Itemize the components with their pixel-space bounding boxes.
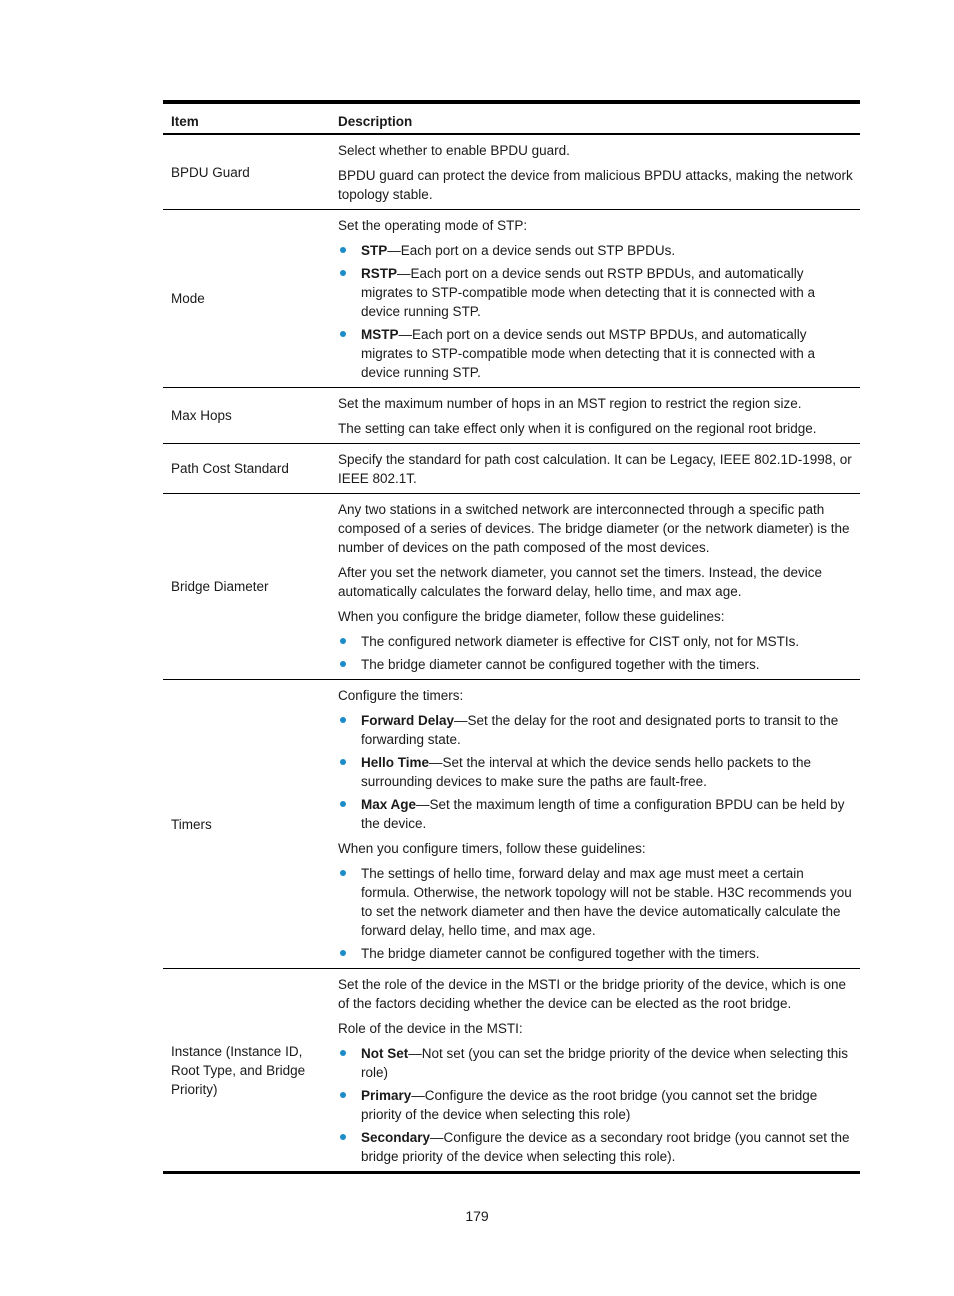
term: STP (361, 243, 388, 258)
page-number: 179 (465, 1208, 489, 1224)
term-description: —Set the maximum length of time a configuration BPDU can be held by the device. (361, 797, 845, 831)
term-description: —Configure the device as the root bridge (you cannot set the bridge priority of the device when selecting this role) (361, 1088, 818, 1122)
item-cell: Timers (171, 816, 212, 832)
table-row-max-hops (163, 388, 860, 444)
bullet-icon (340, 1134, 346, 1140)
description-cell (330, 444, 860, 494)
bullet-icon (340, 950, 346, 956)
description-cell (330, 210, 860, 388)
paragraph: Set the maximum number of hops in an MST region to restrict the region size. (338, 396, 802, 411)
paragraph: Select whether to enable BPDU guard. (338, 143, 570, 158)
paragraph: When you configure timers, follow these guidelines: (338, 841, 646, 856)
term-description: —Set the interval at which the device sends hello packets to the surrounding devices to make sure the paths are fault-free. (361, 755, 811, 789)
term: RSTP (361, 266, 398, 281)
header-item: Item (171, 114, 199, 129)
bullet-icon (340, 759, 346, 765)
bullet-list (338, 864, 854, 963)
term-description: —Set the delay for the root and designated ports to transit to the forwarding state. (361, 713, 839, 747)
parameter-table-container (163, 100, 860, 1174)
parameter-table (163, 100, 860, 1174)
description-cell (330, 494, 860, 680)
paragraph: After you set the network diameter, you cannot set the timers. Instead, the device automatically calculates the forward delay, hello time, and max age. (338, 565, 823, 599)
list-item (338, 241, 854, 260)
term: Not Set (361, 1046, 409, 1061)
bullet-icon (340, 661, 346, 667)
list-item (338, 325, 854, 382)
term: MSTP (361, 327, 399, 342)
paragraph: Specify the standard for path cost calculation. It can be Legacy, IEEE 802.1D-1998, or IEEE 802.1T. (338, 452, 852, 486)
bullet-icon (340, 717, 346, 723)
paragraph: Configure the timers: (338, 688, 464, 703)
bullet-icon (340, 1050, 346, 1056)
paragraph: BPDU guard can protect the device from malicious BPDU attacks, making the network topology stable. (338, 168, 853, 202)
bullet-icon (340, 247, 346, 253)
header-description: Description (338, 114, 413, 129)
bullet-list (338, 241, 854, 382)
item-cell: Bridge Diameter (171, 579, 269, 594)
list-item (338, 795, 854, 833)
description-cell (330, 680, 860, 969)
bullet-icon (340, 870, 346, 876)
table-row-mode (163, 210, 860, 388)
bullet-list (338, 711, 854, 833)
list-item (338, 753, 854, 791)
item-cell: Path Cost Standard (171, 461, 289, 476)
term-description: —Each port on a device sends out MSTP BPDUs, and automatically migrates to STP-compatible mode when detecting that it is connected with a device running STP. (361, 327, 815, 380)
bullet-icon (340, 270, 346, 276)
list-item (338, 632, 854, 651)
bullet-list (338, 1044, 854, 1166)
item-cell: Max Hops (171, 408, 232, 423)
list-item (338, 944, 854, 963)
list-item (338, 264, 854, 321)
term-description: —Each port on a device sends out STP BPDUs. (387, 243, 676, 258)
term-description: —Not set (you can set the bridge priority of the device when selecting this role) (361, 1046, 848, 1080)
term-description: —Each port on a device sends out RSTP BPDUs, and automatically migrates to STP-compatible mode when detecting that it is connected with a device running STP. (361, 266, 815, 319)
table-row-timers (163, 680, 860, 969)
item-cell: Instance (Instance ID, Root Type, and Bridge Priority) (171, 1043, 306, 1097)
bullet-icon (340, 1092, 346, 1098)
term: Primary (361, 1088, 412, 1103)
list-item (338, 655, 854, 674)
list-item-text: The configured network diameter is effective for CIST only, not for MSTIs. (361, 634, 800, 649)
term: Forward Delay (361, 713, 455, 728)
paragraph: Role of the device in the MSTI: (338, 1021, 523, 1036)
table-row-path-cost-standard (163, 444, 860, 494)
list-item (338, 711, 854, 749)
paragraph: The setting can take effect only when it is configured on the regional root bridge. (338, 421, 817, 436)
term: Max Age (361, 797, 417, 812)
description-cell (330, 134, 860, 210)
table-header-row (163, 102, 860, 134)
bullet-icon (340, 801, 346, 807)
paragraph: Set the operating mode of STP: (338, 218, 528, 233)
list-item (338, 1128, 854, 1166)
bullet-icon (340, 638, 346, 644)
table-row-bridge-diameter (163, 494, 860, 680)
bullet-list (338, 632, 854, 674)
term: Secondary (361, 1130, 431, 1145)
description-cell (330, 969, 860, 1173)
table-row-bpdu-guard (163, 134, 860, 210)
list-item (338, 864, 854, 940)
paragraph: Set the role of the device in the MSTI or the bridge priority of the device, which is one of the factors deciding whether the device can be elected as the root bridge. (338, 977, 847, 1011)
list-item-text: The settings of hello time, forward delay and max age must meet a certain formula. Otherwise, the network topology will not be stable. H3C recommends you to set the network diameter and then have the device automatically calculate the forward delay, hello time, and max age. (361, 866, 852, 938)
paragraph: When you configure the bridge diameter, follow these guidelines: (338, 609, 725, 624)
list-item (338, 1044, 854, 1082)
item-cell: BPDU Guard (171, 164, 250, 180)
term: Hello Time (361, 755, 430, 770)
description-cell (330, 388, 860, 444)
item-cell: Mode (171, 291, 205, 306)
paragraph: Any two stations in a switched network are interconnected through a specific path composed of a series of devices. The bridge diameter (or the network diameter) is the number of devices on the path composed of the most devices. (338, 502, 850, 555)
term-description: —Configure the device as a secondary root bridge (you cannot set the bridge priority of the device when selecting this role). (361, 1130, 850, 1164)
list-item-text: The bridge diameter cannot be configured together with the timers. (361, 657, 760, 672)
list-item-text: The bridge diameter cannot be configured together with the timers. (361, 946, 760, 961)
bullet-icon (340, 331, 346, 337)
table-row-instance (163, 969, 860, 1173)
list-item (338, 1086, 854, 1124)
